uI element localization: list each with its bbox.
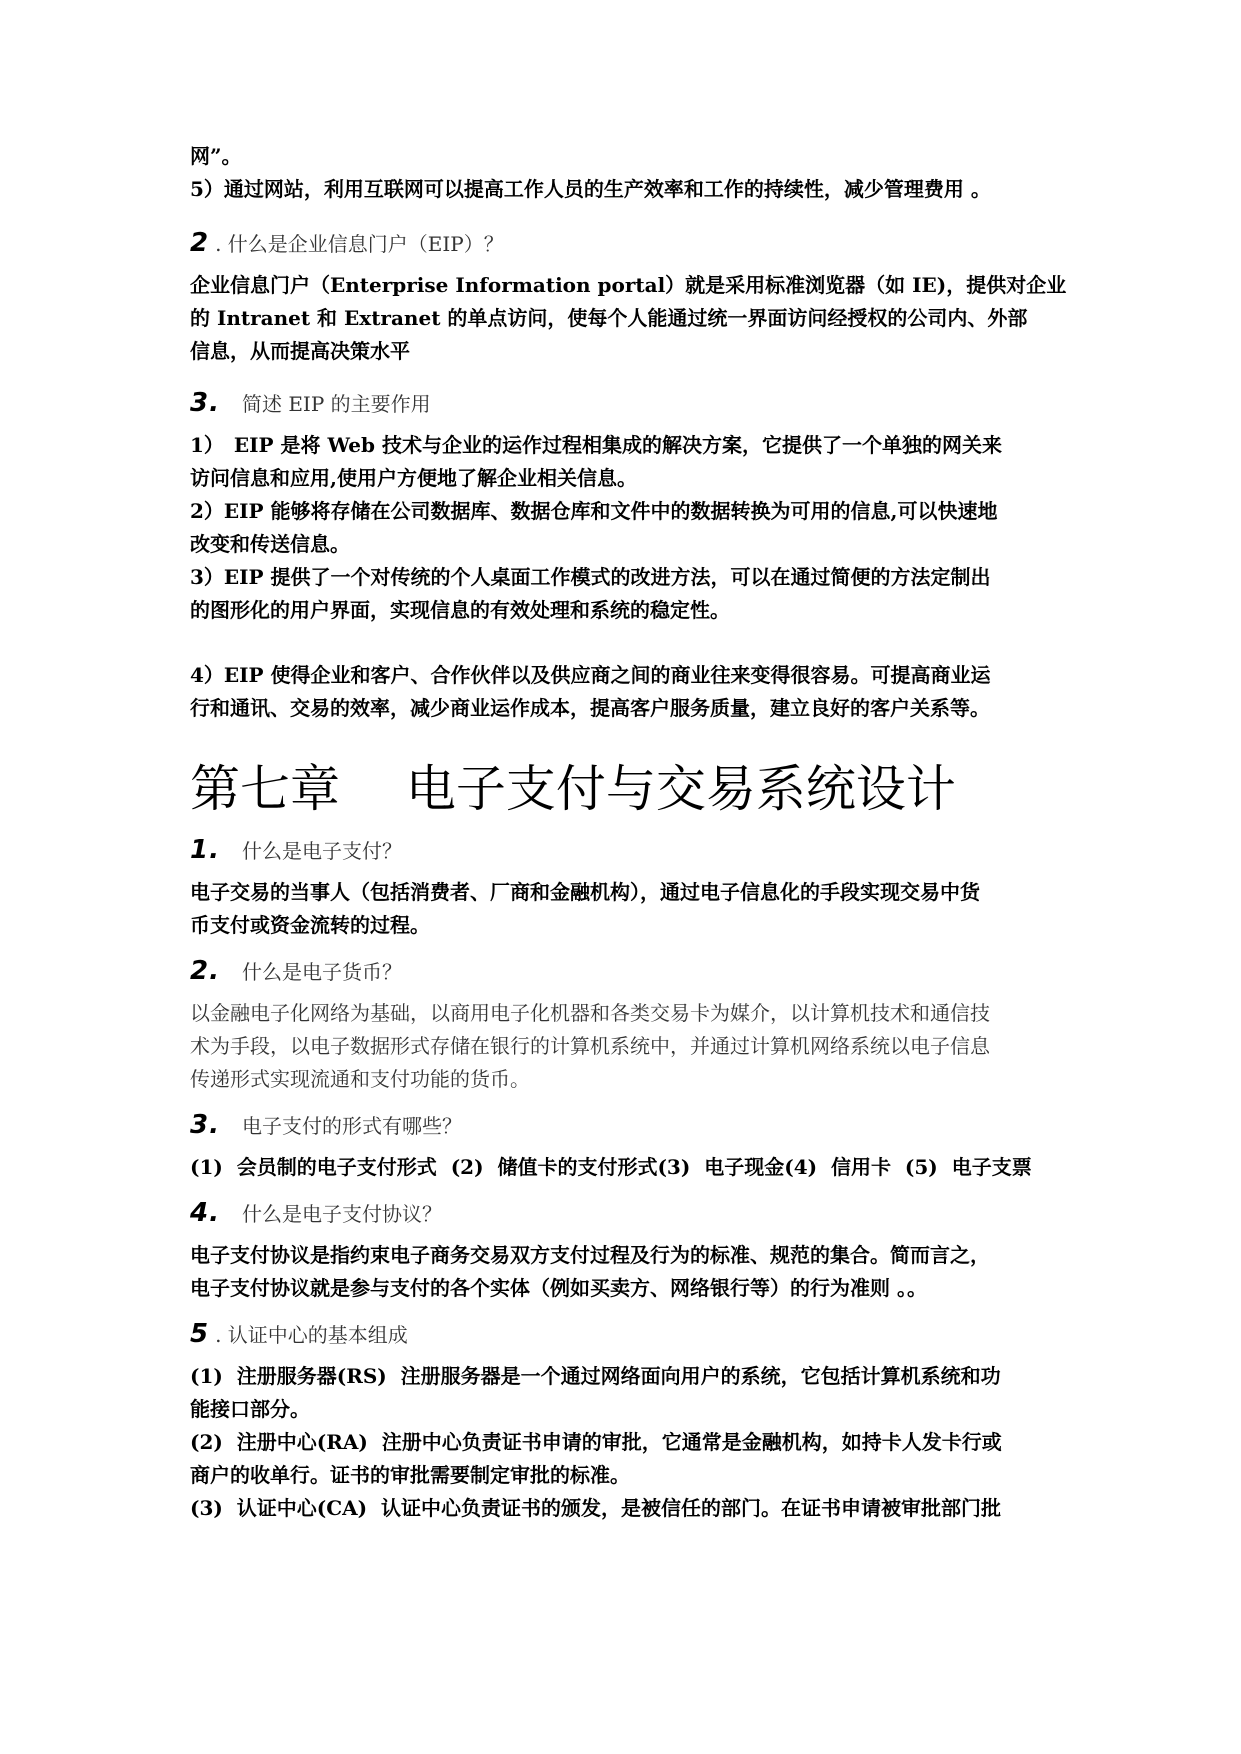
- answer-line: 传递形式实现流通和支付功能的货币。: [190, 1067, 530, 1091]
- paragraph-line: 5）通过网站，利用互联网可以提高工作人员的生产效率和工作的持续性，减少管理费用 。: [190, 177, 991, 201]
- question-title: . 认证中心的基本组成: [215, 1323, 408, 1347]
- question-number: 3.: [190, 388, 220, 418]
- question-number: 2.: [190, 956, 220, 986]
- answer-line: 信息，从而提高决策水平: [190, 339, 410, 363]
- answer-line: 的图形化的用户界面，实现信息的有效处理和系统的稳定性。: [190, 598, 730, 622]
- answer-line: 改变和传送信息。: [190, 532, 350, 556]
- answer-line: 商户的收单行。证书的审批需要制定审批的标准。: [190, 1463, 630, 1487]
- answer-line: 的 Intranet 和 Extranet 的单点访问，使每个人能通过统一界面访问经授权的公司内、外部: [190, 306, 1028, 330]
- paragraph-line: 网”。: [190, 144, 242, 168]
- answer-line: (2) 注册中心(RA) 注册中心负责证书申请的审批，它通常是金融机构，如持卡人发卡行或: [190, 1430, 1002, 1454]
- question-heading: [190, 956, 1070, 987]
- question-number: 4.: [190, 1198, 220, 1228]
- question-heading: [190, 1198, 1070, 1229]
- question-title: 电子支付的形式有哪些？: [241, 1114, 462, 1138]
- answer-line: 4）EIP 使得企业和客户、合作伙伴以及供应商之间的商业往来变得很容易。可提高商业运: [190, 663, 991, 687]
- answer-line: 行和通讯、交易的效率，减少商业运作成本，提高客户服务质量，建立良好的客户关系等。: [190, 696, 990, 720]
- answer-line: 电子交易的当事人（包括消费者、厂商和金融机构），通过电子信息化的手段实现交易中货: [190, 880, 980, 904]
- answer-line: 币支付或资金流转的过程。: [190, 913, 430, 937]
- question-number: 1.: [190, 835, 220, 865]
- answer-line: 术为手段，以电子数据形式存储在银行的计算机系统中，并通过计算机网络系统以电子信息: [190, 1034, 990, 1058]
- answer-line: 电子支付协议是指约束电子商务交易双方支付过程及行为的标准、规范的集合。简而言之，: [190, 1243, 990, 1267]
- question-title: 简述 EIP 的主要作用: [241, 392, 431, 416]
- question-heading: [190, 1319, 1070, 1350]
- answer-line: 访问信息和应用,使用户方便地了解企业相关信息。: [190, 466, 637, 490]
- chapter-title: 第七章 电子支付与交易系统设计: [190, 760, 956, 818]
- question-title: 什么是电子支付？: [241, 839, 402, 863]
- answer-line: 以金融电子化网络为基础，以商用电子化机器和各类交易卡为媒介，以计算机技术和通信技: [190, 1001, 990, 1025]
- answer-line: 电子支付协议就是参与支付的各个实体（例如买卖方、网络银行等）的行为准则 。。: [190, 1276, 927, 1300]
- question-heading: [190, 228, 1070, 259]
- page-content: [190, 140, 1070, 1525]
- question-title: . 什么是企业信息门户（EIP）？: [215, 232, 504, 256]
- answer-line: (3) 认证中心(CA) 认证中心负责证书的颁发，是被信任的部门。在证书申请被审批部门批: [190, 1496, 1002, 1520]
- question-heading: [190, 835, 1070, 866]
- question-title: 什么是电子支付协议？: [241, 1202, 442, 1226]
- question-number: 2: [190, 228, 210, 258]
- question-title: 什么是电子货币？: [241, 960, 402, 984]
- answer-line: (1) 会员制的电子支付形式 (2) 储值卡的支付形式(3) 电子现金(4) 信用卡 (5) 电子支票: [190, 1155, 1032, 1179]
- spacer: [190, 627, 1070, 659]
- question-heading: [190, 1110, 1070, 1141]
- answer-line: 企业信息门户（Enterprise Information portal）就是采用标准浏览器（如 IE)，提供对企业: [190, 273, 1067, 297]
- question-number: 5: [190, 1319, 210, 1349]
- answer-line: (1) 注册服务器(RS) 注册服务器是一个通过网络面向用户的系统，它包括计算机系统和功: [190, 1364, 1001, 1388]
- answer-line: 1） EIP 是将 Web 技术与企业的运作过程相集成的解决方案，它提供了一个单独的网关来: [190, 433, 1002, 457]
- answer-line: 3）EIP 提供了一个对传统的个人桌面工作模式的改进方法，可以在通过简便的方法定制出: [190, 565, 991, 589]
- question-number: 3.: [190, 1110, 220, 1140]
- answer-line: 2）EIP 能够将存储在公司数据库、数据仓库和文件中的数据转换为可用的信息,可以快速地: [190, 499, 998, 523]
- question-heading: [190, 388, 1070, 419]
- answer-line: 能接口部分。: [190, 1397, 310, 1421]
